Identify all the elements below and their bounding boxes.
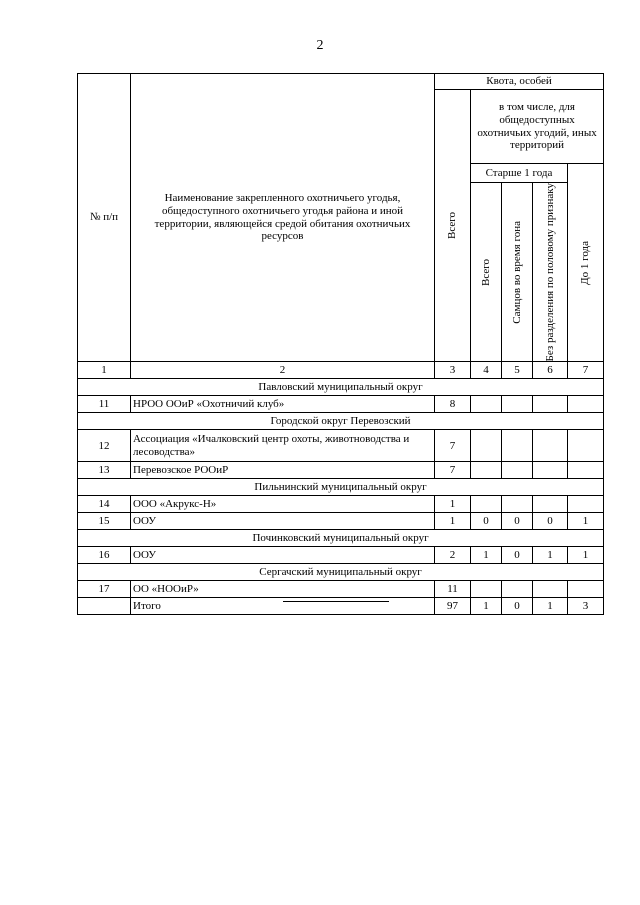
row-c7 — [568, 581, 604, 598]
column-number: 3 — [435, 362, 471, 379]
row-c3: 1 — [435, 496, 471, 513]
row-c3: 11 — [435, 581, 471, 598]
row-c4: 0 — [471, 513, 502, 530]
row-c7 — [568, 496, 604, 513]
end-rule — [283, 601, 389, 602]
row-c7: 1 — [568, 547, 604, 564]
header-total — [435, 90, 471, 362]
row-name: Перевозское РООиР — [131, 462, 435, 479]
header-under — [568, 164, 604, 362]
row-c6: 1 — [533, 598, 568, 615]
row-c5 — [502, 581, 533, 598]
header-total-label: Всего — [446, 212, 459, 240]
header-males — [502, 183, 533, 362]
column-number: 5 — [502, 362, 533, 379]
header-older-total — [471, 183, 502, 362]
row-c3: 8 — [435, 396, 471, 413]
row-c7 — [568, 396, 604, 413]
section-row — [78, 379, 604, 396]
row-c6: 1 — [533, 547, 568, 564]
column-number: 4 — [471, 362, 502, 379]
row-c5: 0 — [502, 547, 533, 564]
table-row — [78, 513, 604, 530]
row-number: 17 — [78, 581, 131, 598]
row-c4 — [471, 462, 502, 479]
row-name: Ассоциация «Ичалковский центр охоты, животноводства и лесоводства» — [131, 430, 435, 462]
header-including: в том числе, для общедоступных охотничьих угодий, иных территорий — [471, 90, 604, 164]
section-row — [78, 413, 604, 430]
header-num: № п/п — [78, 74, 131, 362]
row-c6 — [533, 581, 568, 598]
row-c7: 3 — [568, 598, 604, 615]
row-c4: 1 — [471, 598, 502, 615]
section-title: Павловский муниципальный округ — [78, 379, 604, 396]
row-c5: 0 — [502, 598, 533, 615]
section-title: Городской округ Перевозский — [78, 413, 604, 430]
row-number: 14 — [78, 496, 131, 513]
row-c7 — [568, 430, 604, 462]
table-body — [78, 362, 604, 615]
table-row — [78, 581, 604, 598]
row-c5 — [502, 396, 533, 413]
header-older: Старше 1 года — [471, 164, 568, 183]
table-row — [78, 496, 604, 513]
header-nosex-label: Без разделения по половому признаку — [543, 183, 556, 362]
row-c6 — [533, 462, 568, 479]
row-number: 12 — [78, 430, 131, 462]
section-title: Пильнинский муниципальный округ — [78, 479, 604, 496]
row-number: 16 — [78, 547, 131, 564]
row-name: ООУ — [131, 513, 435, 530]
row-c4 — [471, 581, 502, 598]
row-number: 15 — [78, 513, 131, 530]
table-row — [78, 462, 604, 479]
table-row — [78, 547, 604, 564]
row-number: 11 — [78, 396, 131, 413]
row-c6 — [533, 396, 568, 413]
row-name: ООО «Акрукс-Н» — [131, 496, 435, 513]
header-name: Наименование закрепленного охотничьего угодья, общедоступного охотничьего угодья района и иной территории, являющейся средой обитания охотничьих ресурсов — [131, 74, 435, 362]
row-name: НРОО ООиР «Охотничий клуб» — [131, 396, 435, 413]
section-row — [78, 530, 604, 547]
page-number: 2 — [316, 38, 324, 53]
column-number: 2 — [131, 362, 435, 379]
row-c3: 7 — [435, 430, 471, 462]
row-name: Итого — [131, 598, 435, 615]
row-c4: 1 — [471, 547, 502, 564]
column-number: 7 — [568, 362, 604, 379]
row-c7: 1 — [568, 513, 604, 530]
header-under-label: До 1 года — [579, 240, 592, 285]
column-number-row — [78, 362, 604, 379]
row-c3: 7 — [435, 462, 471, 479]
row-c7 — [568, 462, 604, 479]
table-row — [78, 430, 604, 462]
row-number: 13 — [78, 462, 131, 479]
row-c5 — [502, 496, 533, 513]
row-c3: 97 — [435, 598, 471, 615]
row-c6: 0 — [533, 513, 568, 530]
row-name: ОО «НООиР» — [131, 581, 435, 598]
row-c5: 0 — [502, 513, 533, 530]
row-c4 — [471, 396, 502, 413]
row-c6 — [533, 430, 568, 462]
column-number: 6 — [533, 362, 568, 379]
header-males-label: Самцов во время гона — [510, 220, 523, 324]
row-number — [78, 598, 131, 615]
table-row — [78, 396, 604, 413]
section-row — [78, 564, 604, 581]
row-c6 — [533, 496, 568, 513]
column-number: 1 — [78, 362, 131, 379]
quota-table — [77, 73, 604, 615]
row-c4 — [471, 430, 502, 462]
row-c5 — [502, 430, 533, 462]
row-c4 — [471, 496, 502, 513]
section-title: Починковский муниципальный округ — [78, 530, 604, 547]
section-row — [78, 479, 604, 496]
header-nosex — [533, 183, 568, 362]
header-quota: Квота, особей — [435, 74, 604, 90]
section-title: Сергачский муниципальный округ — [78, 564, 604, 581]
row-c3: 2 — [435, 547, 471, 564]
row-c3: 1 — [435, 513, 471, 530]
header-older-total-label: Всего — [479, 258, 492, 286]
row-name: ООУ — [131, 547, 435, 564]
row-c5 — [502, 462, 533, 479]
